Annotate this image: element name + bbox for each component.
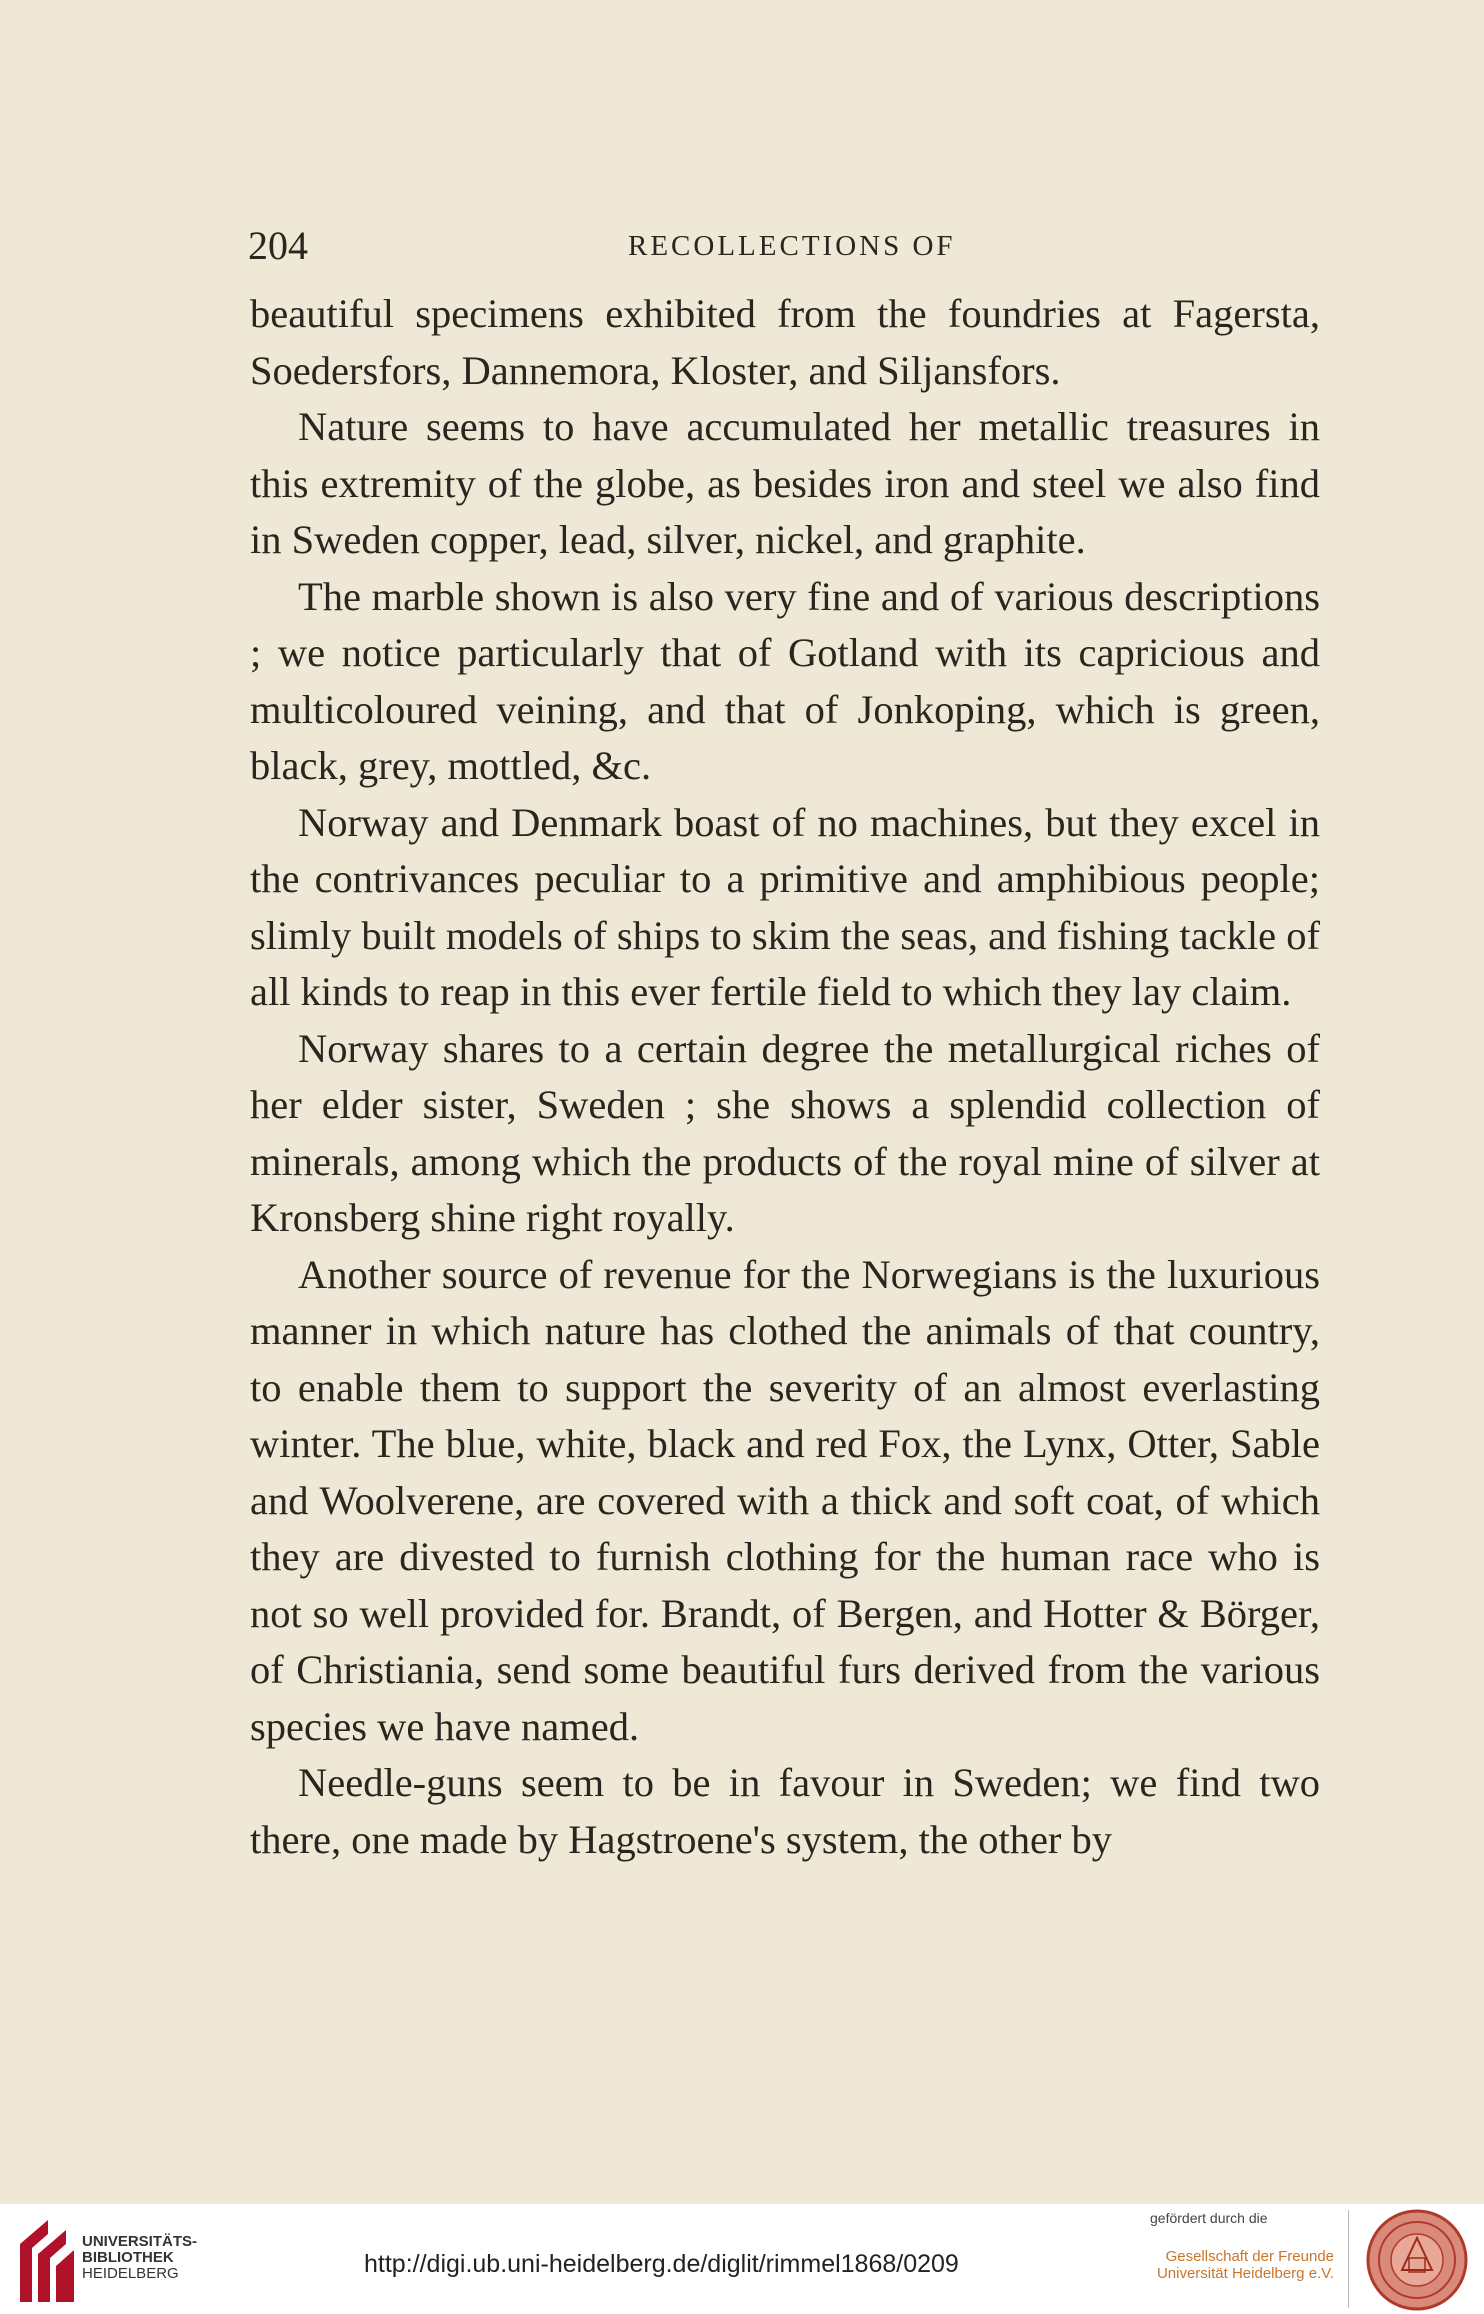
body-text xyxy=(250,286,1320,1868)
paragraph-6: Another source of revenue for the Norwegians is the luxurious manner in which nature has clothed the animals of that country, to enable them to support the severity of an almost everlasting winter. The blue, white, black and red Fox, the Lynx, Otter, Sable and Woolverene, are covered with a thick and soft coat, of which they are divested to furnish clothing for the human race who is not so well provided for. Brandt, of Bergen, and Hotter & Börger, of Christiania, send some beautiful furs derived from the various species we have named. xyxy=(250,1251,1320,1749)
library-name-line-2: BIBLIOTHEK xyxy=(82,2249,174,2266)
paragraph-3: The marble shown is also very fine and of various descriptions ; we notice particularly that of Gotland with its capricious and multicoloured veining, and that of Jonkoping, which is green, black, grey, mottled, &c. xyxy=(250,573,1320,788)
running-head xyxy=(248,222,1320,272)
paragraph-2: Nature seems to have accumulated her metallic treasures in this extremity of the globe, as besides iron and steel we also find in Sweden copper, lead, silver, nickel, and graphite. xyxy=(250,404,1320,562)
paragraph-5: Norway shares to a certain degree the metallurgical riches of her elder sister, Sweden ; she shows a splendid collection of minerals, among which the products of the royal mine of silver at Kronsberg shine right royally. xyxy=(250,1025,1320,1240)
page-number: 204 xyxy=(248,223,308,268)
paragraph-4: Norway and Denmark boast of no machines, but they excel in the contrivances peculiar to a primitive and amphibious people; slimly built models of ships to skim the seas, and fishing tackle of all kinds to reap in this ever fertile field to which they lay claim. xyxy=(250,799,1320,1014)
university-seal-icon xyxy=(1362,2208,1472,2312)
library-name-line-3: HEIDELBERG xyxy=(82,2265,179,2282)
sponsor-divider xyxy=(1348,2210,1349,2308)
running-title: RECOLLECTIONS OF xyxy=(628,230,956,262)
digitization-footer xyxy=(0,2204,1484,2314)
library-name-line-1: UNIVERSITÄTS- xyxy=(82,2233,198,2250)
paragraph-1: beautiful specimens exhibited from the foundries at Fagersta, Soedersfors, Dannemora, Kloster, and Siljansfors. xyxy=(250,291,1320,393)
sponsor-name-line-2: Universität Heidelberg e.V. xyxy=(1156,2265,1334,2282)
sponsor-name-line-1: Gesellschaft der Freunde xyxy=(1165,2248,1334,2265)
permalink-url[interactable]: http://digi.ub.uni-heidelberg.de/diglit/rimmel1868/0209 xyxy=(364,2250,959,2278)
library-logo-icon xyxy=(14,2214,78,2306)
sponsor-label: gefördert durch die xyxy=(1150,2210,1268,2226)
paragraph-7: Needle-guns seem to be in favour in Sweden; we find two there, one made by Hagstroene's system, the other by xyxy=(250,1760,1320,1862)
sponsor-name xyxy=(1157,2248,1334,2282)
library-name xyxy=(82,2234,197,2282)
